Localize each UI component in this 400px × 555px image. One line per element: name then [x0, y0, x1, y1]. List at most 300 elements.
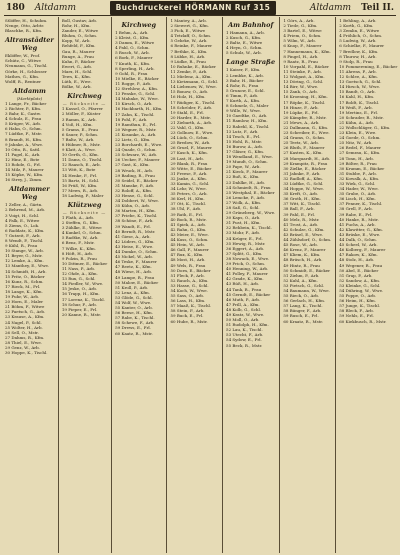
resident-entry: 60 Kiekbusch, R., Mstr.: [339, 318, 387, 324]
resident-entry: 41 Giese, A., Arb.: [115, 233, 151, 239]
directory-column: [335, 17, 399, 553]
resident-entry: 58 Stein, F., Arb.: [170, 308, 205, 314]
header-rule: [4, 15, 396, 16]
resident-entry: 15 Hohl, R., Mstr.: [226, 138, 263, 144]
directory-column: [222, 17, 277, 553]
resident-entry: 48 Most, H., Arb.: [170, 257, 206, 263]
resident-entry: 7 Wilke, K., Kfm.: [61, 245, 96, 251]
resident-entry: 25 Westphal, E., Bäcker: [226, 189, 275, 195]
resident-entry: 54 Sydow, E., Frl.: [226, 337, 262, 343]
resident-entry: Kopp, W., Arb.: [61, 38, 91, 44]
resident-entry: Mathes, G., Kfm.: [5, 73, 40, 79]
resident-entry: 26 Gruel, F., Maurer: [170, 145, 212, 151]
resident-entry: 23 Schreiber, E., Wwe.: [283, 130, 330, 136]
resident-entry: 49 Hintz, R., Frau: [283, 262, 320, 268]
resident-entry: 21 Böhm, F., Witwe: [5, 304, 45, 310]
resident-entry: 37 Fenner, K., Tischl.: [339, 201, 383, 207]
resident-entry: 12 Schlee, A., Kfm.: [339, 74, 378, 80]
resident-entry: 31 Pust, H., Kfm.: [226, 220, 261, 226]
resident-entry: 1 Görs, A., Arb.: [283, 18, 315, 23]
resident-entry: 21 Kosanke, A., Arb.: [115, 131, 157, 137]
resident-entry: 7 Bethke, K., Kfm.: [170, 48, 208, 54]
resident-entry: 45 Gerndt, E., Bäcker: [226, 291, 271, 297]
resident-entry: 8 Wendt, P., Tischl.: [5, 238, 44, 243]
resident-entry: 22 Vahl, G., Kfm.: [170, 124, 205, 130]
resident-entry: 26 Uecker, F., Maurer: [115, 157, 160, 163]
resident-entry: 40 Bock, R., Mstr.: [170, 216, 207, 222]
resident-entry: 28 Thiel, E., Wwe.: [5, 339, 42, 345]
resident-entry: 57 Maaß, K., Tischl.: [170, 303, 212, 309]
resident-entry: 14 Tesch, E., Frl.: [226, 133, 261, 139]
resident-entry: 44 Tank, R., Frau: [226, 286, 262, 292]
resident-entry: 19 Mundt, O., Schm.: [226, 159, 268, 165]
resident-entry: 33 Wiek, G., Schl.: [339, 181, 376, 186]
resident-entry: 37 Splitt, G., Kfm.: [226, 250, 263, 256]
resident-entry: 52 Lenz, A., Kfm.: [115, 289, 150, 295]
resident-entry: 4 Kunkel, O., Schm.: [61, 230, 102, 236]
resident-entry: 3 Ramm, K., Arb.: [61, 116, 97, 122]
street-heading: Kirchweg: [121, 21, 157, 29]
resident-entry: 19 Pieper, E., Frl.: [61, 306, 98, 312]
resident-entry: 8 Sperling, H., Arb.: [115, 65, 155, 71]
resident-entry: 34 Krüger, E., Frl.: [226, 235, 263, 241]
resident-entry: 32 Radloff, A., Kfm.: [283, 175, 323, 181]
resident-entry: 4 Schulz, E., Frau: [5, 116, 42, 122]
resident-entry: 22 Lietz, G., Kfm.: [115, 136, 151, 142]
resident-entry: Boll, Gustav, Arb.: [61, 18, 98, 23]
resident-entry: 17 Rüdiger, K., Tischl.: [170, 99, 216, 105]
resident-entry: 40 Henning, W., Arb.: [226, 266, 269, 272]
resident-entry: 11 Pagel, K., Arb.: [5, 151, 41, 157]
resident-entry: 46 Kolberg, F., Maurer: [339, 247, 386, 253]
resident-entry: 12 Hinz, E., Bote: [5, 156, 40, 162]
resident-entry: 16 Trapp, H., Kfm.: [61, 291, 100, 297]
resident-entry: 44 Kuss, O., Schm.: [170, 237, 209, 243]
resident-entry: 14 Henke, F., Frl.: [61, 172, 98, 178]
resident-entry: 52 Lau, K., Tischl.: [226, 327, 263, 333]
resident-entry: 13 Lutz, F., Arb.: [226, 128, 259, 134]
resident-entry: 38 Nowack, E., Wwe.: [226, 255, 270, 261]
resident-entry: 44 Zühlsdorf, O., Schm.: [283, 237, 332, 243]
resident-entry: 45 Scheel, W., Arb.: [339, 242, 378, 248]
resident-entry: 29 Krampitz, R., Frau: [283, 160, 328, 166]
resident-entry: 15 Bandt, O., Arb.: [339, 89, 376, 95]
resident-entry: 16 Burow, A., Arb.: [226, 143, 264, 149]
resident-entry: 8 Pingel, H., Arb.: [283, 53, 319, 59]
resident-entry: 12 Mielenz, A., Kfm.: [170, 74, 212, 80]
resident-entry: 51 Kroll, P., Arb.: [115, 284, 149, 290]
resident-entry: 14 Hirsch, W., Wwe.: [339, 84, 381, 90]
resident-entry: 17 Röpke, K., Tischl.: [283, 99, 326, 105]
resident-entry: 59 Drews, E., Frl.: [115, 325, 151, 331]
resident-entry: 50 Dorn, E., Bäcker: [170, 267, 211, 273]
resident-entry: 9 Kühl, R., Frau: [5, 243, 38, 249]
resident-entry: 28 Marquardt, H., Arb.: [283, 155, 331, 161]
resident-entry: 4 Pahl, O., Schm.: [115, 45, 150, 51]
resident-entry: 48 Stolz, H., Arb.: [339, 257, 375, 263]
resident-entry: 8 Thurow, H., Arb.: [339, 53, 377, 59]
directory-columns: [4, 17, 396, 553]
resident-entry: 56 Beese, H., Kfm.: [115, 310, 153, 316]
resident-entry: 20 Schrader, R., Mstr.: [339, 114, 384, 120]
resident-entry: Eklöffer, W., Prof.: [5, 53, 41, 59]
resident-entry: 3 Bahr, K., Gastw.: [5, 111, 41, 117]
resident-entry: 11 Ramlow, H., Kfm.: [226, 118, 268, 124]
resident-entry: 30 Hoppe, K., Tischl.: [5, 350, 48, 356]
resident-entry: 25 Bredow, W., Arb.: [170, 140, 211, 146]
resident-entry: 9 Raatz, R., Frau: [283, 58, 318, 64]
resident-entry: 26 Bluth, F., Maurer: [283, 145, 325, 151]
resident-entry: 16 Holz, H., Kfm.: [170, 94, 206, 100]
resident-entry: 54 Dühring, W., Wwe.: [339, 287, 384, 293]
resident-entry: 54 Baumann, W., Wwe.: [283, 287, 330, 293]
resident-entry: 17 Rieck, M., Frl.: [5, 283, 41, 289]
resident-entry: 35 Grube, O., Arb.: [339, 191, 377, 197]
resident-entry: 1 Mantey, A., Arb.: [170, 18, 207, 23]
resident-entry: 31 Freese, P., Arb.: [170, 170, 208, 176]
resident-entry: 25 Nitz, W., Arb.: [339, 140, 373, 146]
resident-entry: 2 Möller, F., Küster: [61, 111, 101, 117]
resident-entry: 5 Schulz, W., Arb.: [226, 50, 262, 56]
resident-entry: 20 Wegner, R., Mstr.: [115, 126, 157, 132]
resident-entry: 52 Rauch, A., Kfm.: [170, 277, 209, 283]
resident-entry: 10 Gaedtke, O., Arb.: [226, 113, 268, 119]
resident-entry: 32 Janke, A., Kfm.: [170, 175, 207, 181]
resident-entry: 29 Bölter, R., Frau: [339, 160, 377, 166]
resident-entry: 58 Bünger, F., Arb.: [283, 308, 322, 314]
resident-entry: 25 Wolter, H., Arb.: [5, 324, 43, 330]
street-heading: Am Bahnhof: [228, 21, 274, 29]
resident-entry: 12 Wolgast, A., Kfm.: [283, 74, 325, 80]
resident-entry: 2 Steffen, G., Kfm.: [61, 220, 100, 226]
resident-entry: 42 Klawitter, G., Kfm.: [339, 226, 383, 232]
resident-entry: 50 Abel, E., Bäcker: [339, 267, 379, 273]
resident-entry: 47 Reetz, K., Kfm.: [115, 264, 152, 270]
resident-entry: 5 Grams, E., Frau: [61, 126, 98, 132]
resident-entry: 17 Mews, R., Arb.: [61, 187, 99, 193]
resident-entry: 18 Weiß, F., Arb.: [339, 104, 373, 110]
resident-entry: 22 Paetsch, G., Arb.: [5, 309, 46, 315]
resident-entry: 27 Kasch, K., Kfm.: [170, 150, 208, 156]
resident-entry: 27 Wolk, A., Kfm.: [226, 199, 262, 205]
resident-entry: 32 Roloff, A., Kfm.: [115, 187, 153, 193]
resident-entry: 25 Schwarz, W., Arb.: [115, 152, 158, 158]
resident-entry: 43 Meier, E., Wwe.: [170, 231, 209, 237]
resident-entry: 9 Klatt, A., Wwe.: [61, 147, 96, 153]
resident-entry: 4 Tetzlaff, O., Schm.: [170, 33, 212, 39]
directory-column: [58, 17, 109, 553]
resident-entry: 15 Fritz, O., Bäcker: [5, 273, 45, 279]
resident-entry: 46 Gall, F., Maurer: [170, 247, 209, 253]
resident-entry: 15 Jeske, O., Arb.: [61, 286, 98, 292]
resident-entry: 6 Reinke, F., Maurer: [170, 43, 213, 49]
resident-entry: 53 Kleinke, G., Schl.: [339, 282, 381, 288]
resident-entry: 14 Liebenow, W., Wwe.: [170, 84, 217, 90]
resident-entry: 6 Schielke, F., Maurer: [339, 43, 385, 49]
resident-entry: 31 Jahnke, P., Arb.: [283, 170, 321, 176]
resident-entry: 47 Kliem, K., Kfm.: [283, 252, 321, 258]
resident-entry: Schütz, C., Witwe: [5, 58, 41, 64]
street-heading: Lange Straße: [226, 58, 276, 67]
resident-entry: 41 Trost, A., Arb.: [283, 221, 319, 227]
resident-entry: 16 Prüß, W., Kfm.: [61, 182, 98, 188]
resident-entry: 2 Tiede, G., Kfm.: [283, 23, 318, 29]
resident-entry: 12 Rabehl, K., Tischl.: [226, 123, 270, 129]
resident-entry: 50 Malow, E., Bäcker: [115, 279, 159, 285]
resident-entry: 20 Kanne, R., Mstr.: [61, 311, 101, 317]
resident-entry: 25 Teetz, W., Arb.: [283, 140, 319, 146]
resident-entry: 23 Borchardt, E., Wwe.: [115, 142, 163, 148]
resident-entry: 2 Korth, G., Kfm.: [339, 23, 374, 29]
resident-entry: 56 Heim, H., Kfm.: [339, 298, 376, 304]
resident-entry: 10 Otto, R., Sattl.: [5, 146, 41, 152]
resident-entry: 57 Rabe, K., Tischl.: [115, 315, 155, 321]
resident-entry: 22 Ruß, K., Kfm.: [226, 174, 260, 180]
resident-entry: 32 Rehbein, K., Tischl.: [226, 225, 272, 231]
resident-entry: 37 Witt, K., Tischl.: [283, 201, 321, 207]
street-heading: Altdamm: [12, 86, 46, 95]
resident-entry: 2 Lembke, K., Arb.: [226, 72, 264, 78]
resident-entry: 10 Ruhnke, E., Bäcker: [170, 63, 216, 69]
resident-entry: 3 Bahr, H., Bäcker: [226, 77, 264, 83]
resident-entry: Gau, R., Maurer: [61, 48, 95, 54]
resident-entry: 28 Saß, G., Schl.: [226, 205, 260, 210]
resident-entry: 7 Baltz, W., Arb.: [61, 136, 95, 142]
resident-entry: 53 Utecht, F., Arb.: [226, 332, 264, 338]
resident-entry: 42 Rahn, G., Kfm.: [170, 226, 207, 232]
resident-entry: 7 Hannemann, K., Kfm.: [283, 48, 331, 54]
resident-entry: Nenge, Otto, Arbtr.: [5, 23, 45, 29]
resident-entry: 11 Zemke, P., Arb.: [170, 68, 208, 74]
resident-entry: 51 Rudolph, H., Kfm.: [226, 322, 269, 328]
resident-entry: 2 Kusch, G., Kfm.: [226, 35, 262, 41]
resident-entry: 43 Brüske, E., Wwe.: [339, 231, 381, 237]
resident-entry: 8 Höft, H., Arb.: [61, 250, 94, 256]
resident-entry: 10 Vorpahl, E., Bäcker: [283, 63, 329, 69]
resident-entry: 53 Pietsch, G., Schl.: [283, 282, 325, 288]
resident-entry: 34 Dobbert, W., Wwe.: [115, 198, 160, 204]
resident-entry: 30 Seidel, E., Bäcker: [115, 177, 158, 183]
resident-entry: 58 Schewe, F., Arb.: [115, 320, 155, 326]
resident-entry: 29 Genz, W., Arb.: [5, 344, 41, 350]
resident-entry: 9 Stolp, R., Frau: [339, 58, 373, 64]
resident-entry: 48 Kolb, G., Schl.: [226, 306, 262, 312]
resident-entry: 6 Benz, F., Mstr.: [61, 240, 95, 246]
resident-entry: 50 Moll, O., Arb.: [226, 317, 260, 323]
resident-entry: 36 Groth, H., Kfm.: [283, 196, 321, 202]
resident-entry: 1 Behling, A., Arb.: [339, 18, 377, 23]
resident-entry: 18 Pohl, F., Arb.: [115, 116, 148, 122]
resident-entry: Bölke, W., Arb.: [61, 84, 92, 90]
resident-entry: 31 Stubbe, P., Arb.: [339, 170, 377, 176]
resident-entry: 40 Berndt, R., Mstr.: [115, 228, 156, 234]
resident-entry: 21 Ziebarth, A., Arb.: [170, 119, 213, 125]
resident-entry: 7 Lüdtke, F., Mstr.: [5, 131, 43, 137]
resident-entry: 30 Witte, E., Bäcker: [170, 165, 212, 171]
ornament-line: — Rückseite —: [62, 210, 107, 215]
town-name-right: Altdamm: [309, 3, 352, 13]
resident-entry: 13 Manthey, E., Wwe.: [5, 263, 50, 269]
resident-entry: Zander, E., Witwe: [61, 28, 98, 34]
resident-entry: 26 Lemcke, P., Arb.: [226, 194, 266, 200]
resident-entry: 19 Stahl, E., Frl.: [170, 109, 204, 115]
resident-entry: 22 Dallmann, G., Kfm.: [283, 124, 329, 130]
resident-entry: 6 Hahn, O., Schm.: [5, 126, 42, 132]
resident-entry: 49 Lampe, R., Frau: [115, 274, 155, 280]
resident-entry: 36 Kerl, H., Kfm.: [170, 196, 205, 202]
resident-entry: 53 Hasse, G., Schl.: [170, 282, 209, 288]
directory-column: [166, 17, 220, 553]
resident-entry: 1 Kassel, O., Pfarrer: [61, 106, 103, 112]
resident-entry: 33 Lüdtke, G., Schl.: [283, 181, 324, 186]
resident-entry: 52 Sandow, A., Kfm.: [339, 277, 381, 283]
resident-entry: 30 Kaps, O., Arb.: [226, 215, 261, 221]
resident-entry: 39 Wandt, E., Frl.: [115, 223, 151, 229]
resident-entry: 3 Fick, E., Witwe: [170, 28, 205, 34]
resident-entry: 4 Falk, E., Witwe: [5, 217, 40, 223]
section-reference: Teil II.: [361, 3, 394, 13]
resident-entry: 21 Kühn, A., Arb.: [339, 119, 375, 125]
resident-entry: 9 Gohl, R., Frau: [115, 70, 148, 76]
resident-entry: 47 Rakow, K., Kfm.: [339, 252, 378, 258]
resident-entry: 5 Radtke, W., Arb.: [61, 235, 99, 241]
street-heading: Klützweg: [67, 201, 102, 209]
resident-entry: 8 Hübner, R., Mstr.: [61, 141, 101, 147]
resident-entry: 15 Kirsch, O., Arb.: [115, 101, 153, 107]
resident-entry: 20 Pape, W., Arb.: [226, 164, 261, 170]
resident-entry: 8 Lübke, H., Arb.: [170, 53, 206, 59]
resident-entry: 31 Manske, P., Arb.: [115, 182, 155, 188]
resident-entry: 45 Rose, W., Arb.: [283, 242, 318, 248]
resident-entry: 50 Schmidt, E., Bäcker: [283, 267, 331, 273]
ornament-line: — Rückseite —: [62, 101, 107, 107]
resident-entry: 13 Döring, G., Schl.: [283, 79, 324, 85]
resident-entry: 27 Gast, K., Kfm.: [115, 162, 150, 168]
resident-entry: Tews, K., Kfm.: [61, 74, 91, 80]
resident-entry: 18 Schröder, F., Arb.: [170, 104, 213, 110]
resident-entry: 4 Voß, H., Kfm.: [61, 121, 93, 127]
resident-entry: 17 Zahn, K., Tischl.: [115, 111, 155, 117]
resident-entry: 47 Rux, K., Kfm.: [170, 252, 204, 258]
resident-entry: 46 Krenz, F., Maurer: [283, 247, 326, 253]
resident-entry: 45 Nickel, W., Arb.: [115, 254, 153, 260]
resident-entry: 7 Kurth, A., Kfm.: [226, 98, 261, 104]
resident-entry: 16 Kahl, H., Kfm.: [339, 94, 375, 100]
page-number: 180: [6, 3, 25, 13]
resident-entry: 59 Rusch, E., Frl.: [283, 313, 319, 319]
resident-entry: 57 Junge, K., Tischl.: [339, 303, 381, 309]
resident-entry: 20 Horn, E., Maler: [5, 299, 44, 305]
resident-entry: 14 Schmidt, H., Arb.: [5, 268, 47, 274]
resident-entry: 13 Rux, G., Schl.: [61, 276, 96, 282]
resident-entry: 35 Hewig, R., Mstr.: [226, 240, 266, 246]
resident-entry: 56 Lass, H., Kfm.: [170, 298, 206, 304]
resident-entry: 9 Jahnke, A., Wwe.: [5, 141, 44, 147]
resident-entry: 35 Kühn, O., Arb.: [115, 203, 151, 209]
resident-entry: Blaschke, R., Kfm.: [5, 28, 43, 34]
resident-entry: 3 Zemlin, E., Witwe: [339, 28, 380, 34]
resident-entry: 52 Kuhl, A., Kfm.: [283, 277, 318, 283]
directory-column: [4, 17, 56, 553]
resident-entry: 34 Lehr, W., Wwe.: [170, 186, 207, 192]
resident-entry: 17 Boldt, K., Tischl.: [339, 99, 380, 105]
resident-entry: 13 Witt, K., Bote: [61, 167, 96, 173]
resident-entry: 3 Bartel, E., Witwe: [283, 28, 322, 34]
resident-entry: 39 Rabe, E., Frl.: [339, 211, 373, 217]
resident-entry: 2 Richter, P., Kfm.: [5, 105, 42, 111]
resident-entry: 44 Dumke, O., Schm.: [115, 249, 158, 255]
resident-entry: 6 Timm, P., Arb.: [226, 92, 259, 98]
resident-entry: 10 Stange, W., Arb.: [5, 248, 44, 254]
resident-entry: 8 Brandt, H., Kfm.: [5, 136, 43, 142]
resident-entry: 7 Knuth, K., Kfm.: [115, 60, 151, 66]
resident-entry: 10 Dittmer, E., Bäcker: [61, 260, 108, 266]
resident-entry: 13 Fenske, G., Schl.: [115, 91, 156, 97]
resident-entry: 38 Ball, F., Arb.: [283, 206, 315, 212]
resident-entry: 37 Priebe, K., Tischl.: [115, 213, 158, 219]
resident-entry: 5 Gehrke, W., Arb.: [170, 38, 208, 44]
resident-entry: 40 Hanke, R., Mstr.: [339, 216, 379, 222]
resident-entry: 12 Ohde, A., Kfm.: [61, 271, 98, 277]
resident-entry: 24 Lück, O., Schm.: [170, 135, 209, 141]
resident-entry: 39 Rath, E., Frl.: [170, 211, 204, 217]
resident-entry: 16 Kunz, R., Schm.: [5, 278, 44, 284]
resident-entry: 30 Zielke, E., Bäcker: [283, 165, 326, 171]
resident-entry: 8 Schmelz, G., Maler: [226, 103, 269, 109]
resident-entry: 27 Semrau, K., Kfm.: [339, 150, 381, 156]
resident-entry: 24 Goede, O., Schm.: [339, 135, 381, 141]
resident-entry: 23 Krause, A., Kfm.: [5, 314, 45, 320]
resident-entry: 28 Wruck, H., Arb.: [115, 167, 154, 173]
resident-entry: 38 Schöne, F., Arb.: [115, 218, 154, 224]
street-heading: Altdammer Weg: [9, 185, 50, 202]
resident-entry: 38 Grell, F., Arb.: [339, 206, 373, 212]
resident-entry: 13 Rohde, G., Frl.: [5, 161, 41, 167]
resident-entry: 19 Ramthun, E., Frl.: [115, 121, 157, 127]
resident-entry: 56 Gerlach, H., Kfm.: [283, 298, 326, 304]
resident-entry: 17 Gläser, G., Kfm.: [226, 148, 265, 154]
resident-entry: 51 Ziehm, P., Arb.: [283, 272, 320, 278]
resident-entry: 54 Wolf, W., Wwe.: [115, 299, 152, 305]
resident-entry: 9 Lüdke, R., Frau: [170, 58, 206, 64]
resident-entry: 17 Lorenz, K., Tischl.: [61, 296, 105, 302]
resident-entry: Neumann, G., Tischl.: [5, 63, 48, 69]
resident-entry: 33 Mohr, F., Arb.: [226, 230, 261, 236]
resident-entry: 24 Quade, O., Schm.: [115, 147, 157, 153]
resident-entry: 7 Gutzeit, F., Arb.: [5, 232, 41, 238]
resident-entry: 5 Ludwig, W., Arb.: [339, 38, 377, 44]
resident-entry: 20 Kämpfer, R., Mstr.: [283, 114, 327, 120]
resident-entry: 29 Grüneberg, W., Wwe.: [226, 210, 276, 216]
resident-entry: 3 Damm, E., Witwe: [115, 40, 155, 46]
resident-entry: 15 Zank, O., Arb.: [283, 89, 318, 95]
resident-entry: 1 Hamann, A., Arb.: [226, 30, 265, 35]
resident-entry: 11 Dams, O., Tischl.: [61, 157, 103, 163]
resident-entry: 10 Mielke, E., Bäcker: [115, 75, 159, 81]
resident-entry: 53 Glöde, G., Schl.: [115, 294, 153, 300]
street-subtitle: (Marktplatz): [16, 95, 43, 101]
resident-entry: 1 Plath, A., Arb.: [61, 215, 95, 220]
resident-entry: 21 Kieck, F., Maurer: [226, 169, 268, 175]
resident-entry: 18 Hinze, F., Arb.: [283, 104, 319, 110]
resident-entry: 44 Dalk, O., Schm.: [339, 237, 377, 243]
resident-entry: 45 Hein, W., Arb.: [170, 242, 205, 248]
resident-entry: 2 Kleist, G., Kfm.: [115, 35, 150, 41]
resident-entry: 33 Kamin, G., Schl.: [170, 181, 210, 186]
resident-entry: 11 Beyer, G., Mstr.: [5, 253, 43, 259]
resident-entry: 51 Fleck, P., Arb.: [170, 272, 205, 278]
resident-entry: 20 Harder, R., Mstr.: [170, 114, 211, 120]
